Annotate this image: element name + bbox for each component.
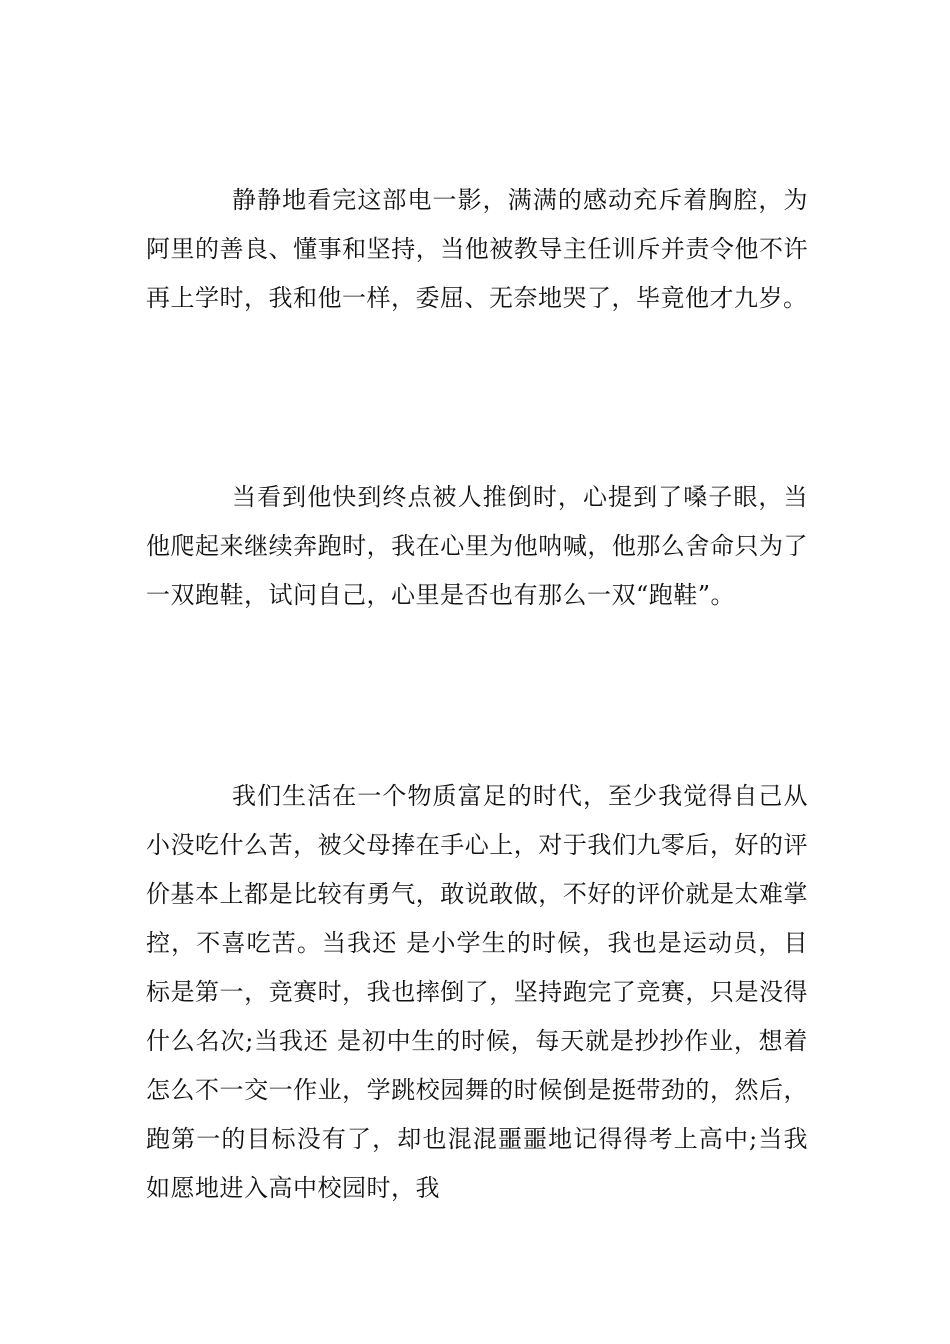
paragraph-1: 静静地看完这部电一影，满满的感动充斥着胸腔，为阿里的善良、懂事和坚持，当他被教导主任训斥并责令他不许再上学时，我和他一样，委屈、无奈地哭了，毕竟他才九岁。	[146, 186, 808, 312]
paragraph-2: 当看到他快到终点被人推倒时，心提到了嗓子眼，当他爬起来继续奔跑时，我在心里为他呐喊，他那么舍命只为了一双跑鞋，试问自己，心里是否也有那么一双“跑鞋”。	[146, 483, 808, 609]
paragraph-3: 我们生活在一个物质富足的时代，至少我觉得自己从小没吃什么苦，被父母捧在手心上，对于我们九零后，好的评价基本上都是比较有勇气，敢说敢做，不好的评价就是太难掌控，不喜吃苦。当我还 是小学生的时候，我也是运动员，目标是第一，竞赛时，我也摔倒了，坚持跑完了竞赛，只是没得什么名次;当我还 是初中生的时候，每天就是抄抄作业，想着怎么不一交一作业，学跳校园舞的时候倒是挺带劲的，然后，跑第一的目标没有了，却也混混噩噩地记得得考上高中;当我如愿地进入高中校园时，我	[146, 782, 808, 1202]
